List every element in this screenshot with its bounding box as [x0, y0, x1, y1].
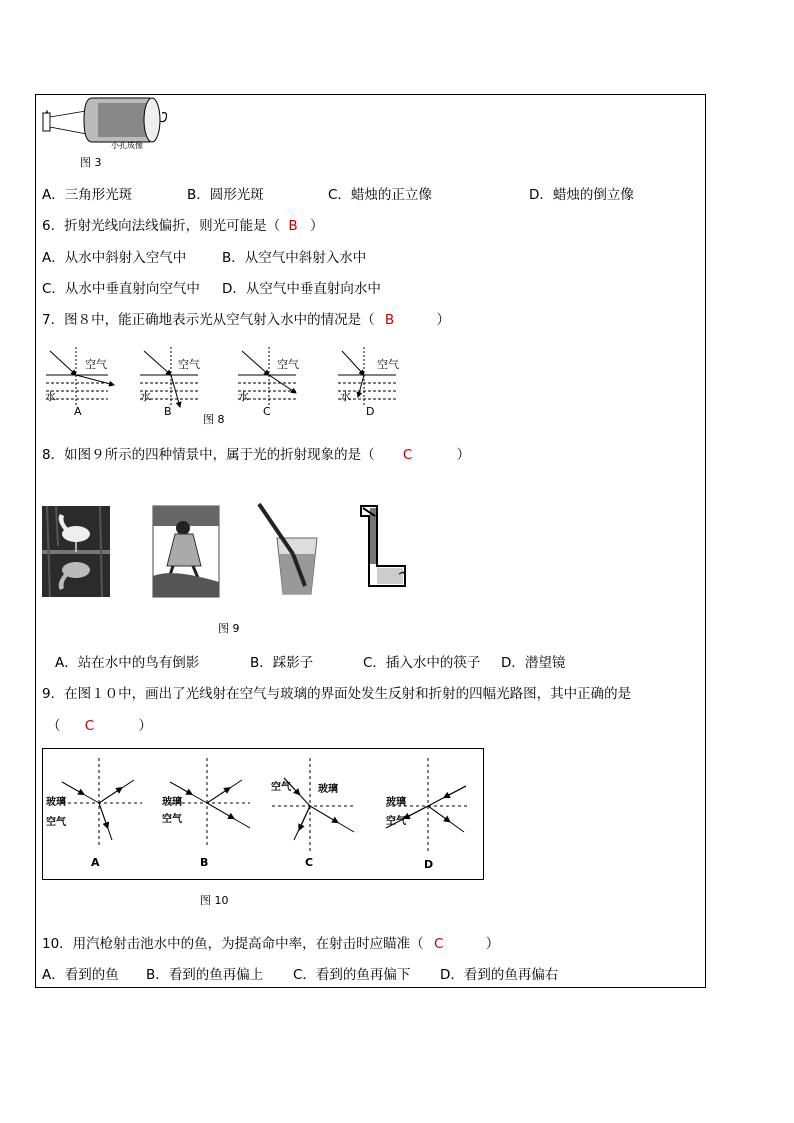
fig8-caption: 图 8 — [203, 413, 225, 426]
fig8-letter-c: C — [263, 405, 271, 418]
fig3-caption: 图 3 — [80, 156, 102, 169]
q9-paren-open: （ — [47, 718, 61, 734]
q7-answer: B — [384, 312, 395, 328]
fig10-air-label-a: 空气 — [46, 817, 66, 828]
fig8-letter-b: B — [164, 405, 172, 418]
fig10-caption: 图 10 — [200, 894, 229, 907]
q6-option-c[interactable]: C．从水中垂直射向空气中 — [42, 281, 200, 297]
q10-answer: C — [433, 936, 444, 952]
q10-option-c[interactable]: C．看到的鱼再偏下 — [293, 967, 411, 983]
q9-answer-line — [47, 717, 152, 735]
q5-option-a[interactable]: A．三角形光斑 — [42, 187, 133, 203]
fig10-glass-label-d: 玻璃 — [386, 797, 406, 808]
q5-option-c[interactable]: C．蜡烛的正立像 — [328, 187, 432, 203]
q8-stem — [42, 446, 470, 464]
q7-stem — [42, 311, 450, 329]
fig8-air-label-a: 空气 — [85, 358, 107, 371]
q8-option-d[interactable]: D．潜望镜 — [501, 655, 566, 671]
q8-option-c[interactable]: C．插入水中的筷子 — [363, 655, 481, 671]
q6-stem — [42, 217, 323, 235]
q9-stem: 9．在图１０中，画出了光线射在空气与玻璃的界面处发生反射和折射的四幅光路图，其中正确的是 — [42, 686, 632, 702]
q6-option-a[interactable]: A．从水中斜射入空气中 — [42, 250, 187, 266]
shadow-stepping-image — [153, 506, 219, 597]
fig8-letter-a: A — [74, 405, 82, 418]
fig10-letter-b: B — [200, 856, 209, 869]
q10-option-a[interactable]: A．看到的鱼 — [42, 967, 119, 983]
q6-answer: B — [288, 218, 298, 234]
fig8-water-label-c: 水 — [238, 390, 249, 403]
fig10-air-label-b: 空气 — [162, 814, 182, 825]
q9-paren-close: ） — [138, 718, 153, 734]
fig8-water-label-b: 水 — [140, 390, 151, 403]
q5-option-d[interactable]: D．蜡烛的倒立像 — [529, 187, 634, 203]
q10-option-d[interactable]: D．看到的鱼再偏右 — [440, 967, 559, 983]
fig8-letter-d: D — [366, 405, 375, 418]
q8-stem-text: 8．如图９所示的四种情景中，属于光的折射现象的是（ — [42, 447, 375, 463]
fig10-glass-label-a: 玻璃 — [46, 797, 66, 808]
fig9-caption: 图 9 — [218, 622, 240, 635]
fig8-air-label-c: 空气 — [277, 358, 299, 371]
fig10-air-label-c: 空气 — [271, 782, 291, 793]
chopstick-in-water-image — [255, 502, 321, 597]
bird-reflection-image — [42, 506, 110, 597]
fig8-air-label-b: 空气 — [178, 358, 200, 371]
q7-paren-close: ） — [436, 312, 450, 328]
fig10-letter-d: D — [424, 858, 434, 871]
periscope-image — [355, 504, 407, 589]
fig8-air-label-d: 空气 — [377, 358, 399, 371]
fig10-diagrams — [42, 748, 484, 880]
q5-option-b[interactable]: B．圆形光斑 — [187, 187, 264, 203]
q6-option-d[interactable]: D．从空气中垂直射向水中 — [222, 281, 381, 297]
fig10-letter-a: A — [91, 856, 100, 869]
q10-option-b[interactable]: B．看到的鱼再偏上 — [146, 967, 264, 983]
fig10-glass-label-c: 玻璃 — [318, 784, 338, 795]
fig10-air-label-d: 空气 — [386, 816, 406, 827]
q10-stem-text: 10．用汽枪射击池水中的鱼，为提高命中率，在射击时应瞄准（ — [42, 936, 424, 952]
q10-paren-close: ） — [485, 936, 500, 952]
q10-stem — [42, 935, 499, 953]
fig8-water-label-a: 水 — [45, 390, 56, 403]
q8-option-a[interactable]: A．站在水中的鸟有倒影 — [55, 655, 200, 671]
q9-answer: C — [84, 718, 95, 734]
q8-option-b[interactable]: B．踩影子 — [250, 655, 314, 671]
q6-paren-close: ） — [309, 218, 324, 234]
pinhole-camera-figure — [40, 95, 180, 150]
fig10-letter-c: C — [305, 856, 314, 869]
q8-answer: C — [402, 447, 413, 463]
fig8-water-label-d: 水 — [340, 390, 351, 403]
q6-stem-text: 6．折射光线向法线偏折，则光可能是（ — [42, 218, 281, 234]
fig10-glass-label-b: 玻璃 — [162, 797, 182, 808]
q6-option-b[interactable]: B．从空气中斜射入水中 — [222, 250, 367, 266]
q7-stem-text: 7．图８中，能正确地表示光从空气射入水中的情况是（ — [42, 312, 375, 328]
q8-paren-close: ） — [456, 447, 471, 463]
fig3-inner-label: 小孔成像 — [111, 141, 143, 150]
